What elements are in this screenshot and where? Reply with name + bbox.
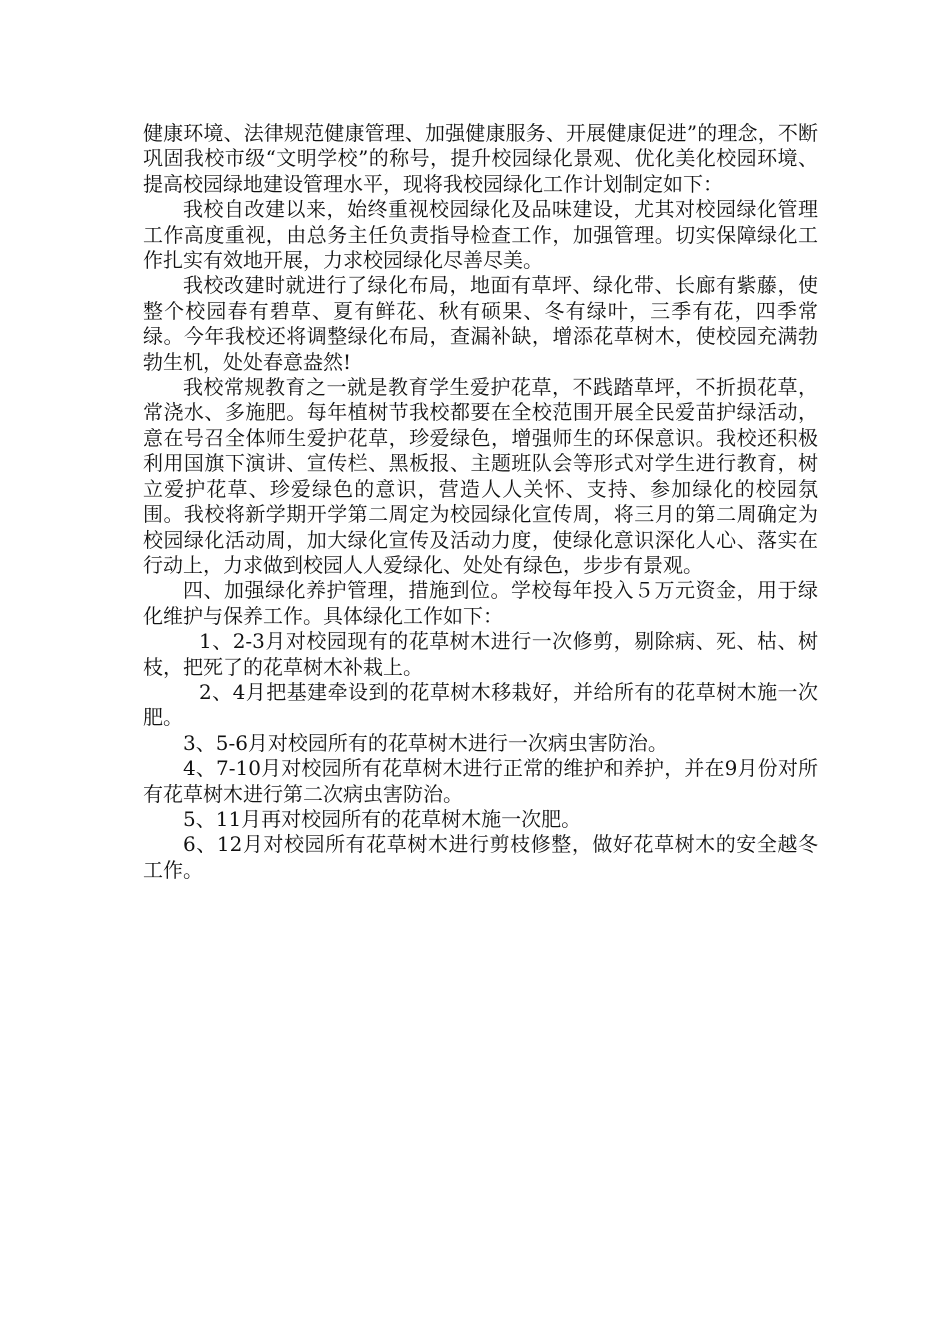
body-paragraph-3: 我校常规教育之一就是教育学生爱护花草，不践踏草坪，不折损花草，常浇水、多施肥。每年植树节我校都要在全校范围开展全民爱苗护绿活动，意在号召全体师生爱护花草，珍爱绿色，增强师生的环保意识。我校还积极利用国旗下演讲、宣传栏、黑板报、主题班队会等形式对学生进行教育，树立爱护花草、珍爱绿色的意识，营造人人关怀、支持、参加绿化的校园氛围。我校将新学期开学第二周定为校园绿化宣传周，将三月的第二周确定为校园绿化活动周，加大绿化宣传及活动力度，使绿化意识深化人心、落实在行动上，力求做到校园人人爱绿化、处处有绿色，步步有景观。 (143, 375, 818, 577)
intro-paragraph: 健康环境、法律规范健康管理、加强健康服务、开展健康促进”的理念，不断巩固我校市级“文明学校”的称号，提升校园绿化景观、优化美化校园环境、提高校园绿地建设管理水平，现将我校园绿化工作计划制定如下： (143, 121, 818, 196)
section-four-paragraph: 四、加强绿化养护管理，措施到位。学校每年投入５万元资金，用于绿化维护与保养工作。具体绿化工作如下： (143, 578, 818, 628)
list-item-2: 2、4月把基建牵设到的花草树木移栽好，并给所有的花草树木施一次肥。 (143, 679, 818, 730)
list-item-5: 5、11月再对校园所有的花草树木施一次肥。 (183, 806, 582, 831)
list-item-3: 3、5-6月对校园所有的花草树木进行一次病虫害防治。 (183, 730, 668, 755)
body-paragraph-1: 我校自改建以来，始终重视校园绿化及品味建设，尤其对校园绿化管理工作高度重视，由总务主任负责指导检查工作，加强管理。切实保障绿化工作扎实有效地开展，力求校园绿化尽善尽美。 (143, 197, 818, 273)
document-body (143, 121, 818, 883)
body-paragraph-2: 我校改建时就进行了绿化布局，地面有草坪、绿化带、长廊有紫藤，使整个校园春有碧草、夏有鲜花、秋有硕果、冬有绿叶，三季有花，四季常绿。今年我校还将调整绿化布局，查漏补缺，增添花草树木，使校园充满勃勃生机，处处春意盎然! (143, 273, 818, 374)
list-item-6: 6、12月对校园所有花草树木进行剪枝修整，做好花草树木的安全越冬工作。 (143, 832, 818, 882)
list-item-4: 4、7-10月对校园所有花草树木进行正常的维护和养护，并在9月份对所有花草树木进行第二次病虫害防治。 (143, 756, 818, 806)
list-item-1: 1、2-3月对校园现有的花草树木进行一次修剪，剔除病、死、枯、树枝，把死了的花草树木补栽上。 (143, 629, 818, 679)
